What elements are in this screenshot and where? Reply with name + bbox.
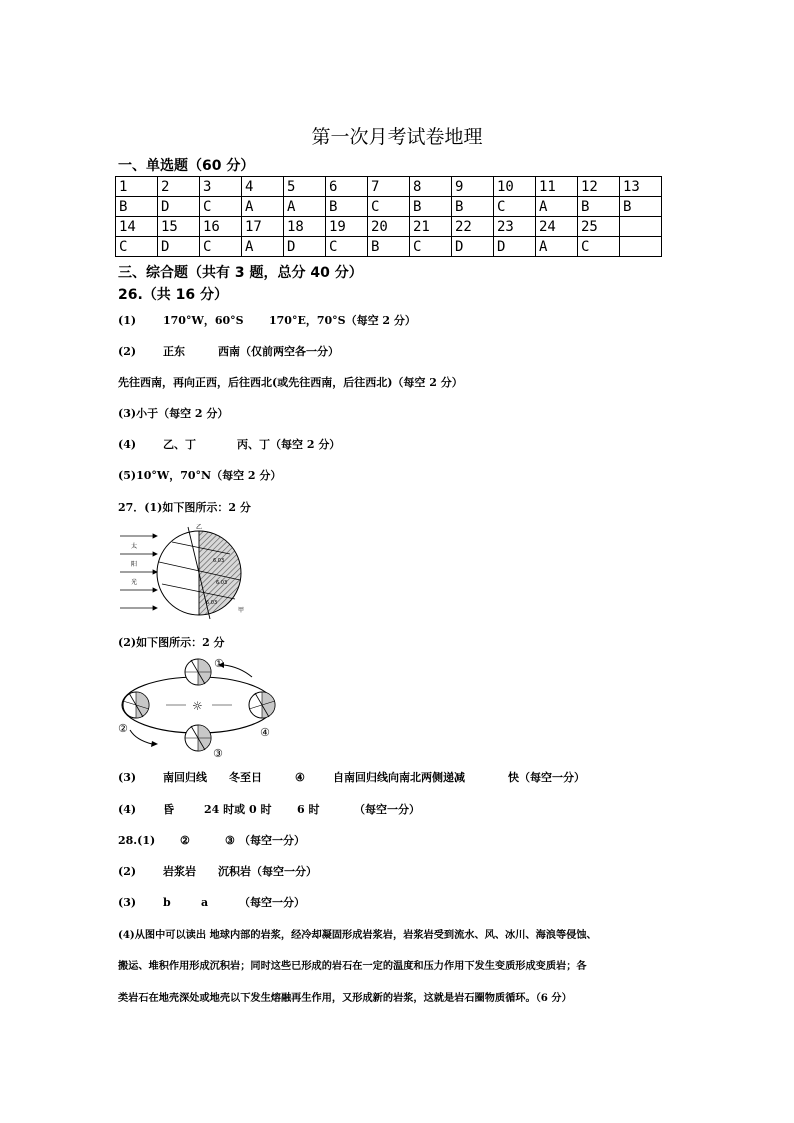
earth-orbit-figure [116,654,286,760]
answer-table-row [116,217,662,237]
q28-part3 [118,894,305,910]
answer-table-cell: C [326,237,368,257]
answer-table-cell: C [200,197,242,217]
q28-part2 [118,863,317,879]
answer-table-cell: C [116,237,158,257]
q27-part3-answer-d: 自南回归线向南北两侧递减 [333,771,465,784]
answer-table-cell: 13 [620,177,662,197]
q27-part4 [118,801,420,817]
position-label-4: ④ [260,726,270,739]
earth-position-1 [185,659,211,685]
q26-part1-answer-a: 170°W，60°S [163,314,244,327]
answer-table-row [116,237,662,257]
q26-part4-answer-b: 丙、丁（每空 2 分） [237,438,341,451]
answer-table-cell: A [284,197,326,217]
answer-table-cell: B [620,197,662,217]
q27-part3 [118,769,585,785]
answer-table-cell: C [200,237,242,257]
answer-table-cell: 2 [158,177,200,197]
page-title: 第一次月考试卷地理 [311,126,483,148]
answer-table-cell: 23 [494,217,536,237]
answer-table-cell: C [578,237,620,257]
answer-table-row [116,177,662,197]
q26-part4-number: (4) [118,438,137,451]
q28-part1-number: 28.(1) [118,834,156,847]
answer-table-cell: 4 [242,177,284,197]
q26-part2-answer-a: 正东 [163,345,185,358]
q26-part4-answer-a: 乙、丁 [163,438,196,451]
q28-part4-line3: 类岩石在地壳深处或地壳以下发生熔融再生作用，又形成新的岩浆，这就是岩石圈物质循环。（6 分） [118,992,572,1004]
answer-table-cell: B [578,197,620,217]
q28-part1-note: （每空一分） [239,834,305,847]
q27-part4-answer-b: 24 时或 0 时 [204,803,272,816]
answer-table-cell: 7 [368,177,410,197]
q26-part1 [118,312,416,328]
q28-part3-number: (3) [118,896,137,909]
earth-position-4 [249,692,275,718]
answer-table-cell: 11 [536,177,578,197]
answer-table-cell: 20 [368,217,410,237]
answer-table-cell: D [158,197,200,217]
q26-part3: (3)小于（每空 2 分） [118,407,229,420]
answer-table-cell: A [536,197,578,217]
position-label-1: ① [214,657,224,670]
earth-position-3 [185,725,211,751]
answer-table-cell: A [242,237,284,257]
answer-table-cell: 6 [326,177,368,197]
sunlight-label-1: 太 [131,543,138,550]
q27-part3-number: (3) [118,771,137,784]
answer-table-cell: 18 [284,217,326,237]
answer-table [115,176,662,257]
answer-table-cell: D [452,237,494,257]
q27-part3-answer-b: 冬至日 [229,771,262,784]
answer-table-cell: C [494,197,536,217]
q28-part1-answer-b: ③ [225,834,235,847]
answer-table-cell: 21 [410,217,452,237]
answer-table-cell: 5 [284,177,326,197]
q26-part2-answer-b: 西南（仅前两空各一分） [218,345,339,358]
q26-heading: 26.（共 16 分） [118,287,229,303]
answer-table-cell: D [284,237,326,257]
sunlight-earth-figure [116,522,256,624]
latitude-label-1: 6.03 [213,558,225,564]
sunlight-arrows [120,534,157,610]
q26-part2-number: (2) [118,345,137,358]
sunlight-label-3: 光 [131,579,138,586]
answer-table-cell: 10 [494,177,536,197]
q27-part1: 27．(1)如下图所示：2 分 [118,501,251,514]
q28-part3-answer-b: a [201,896,209,909]
answer-table-cell: C [410,237,452,257]
answer-table-cell: 16 [200,217,242,237]
label-yi: 乙 [196,524,203,531]
answer-table-cell: 1 [116,177,158,197]
latitude-label-2: 6.03 [216,580,228,586]
answer-table-cell: 22 [452,217,494,237]
q27-part4-number: (4) [118,803,137,816]
position-label-2: ② [118,722,128,735]
position-label-3: ③ [213,747,223,760]
q28-part2-answer-a: 岩浆岩 [163,865,196,878]
q28-part1-answer-a: ② [180,834,190,847]
answer-table-cell: B [452,197,494,217]
answer-table-cell: 17 [242,217,284,237]
q26-part1-answer-b: 170°E，70°S（每空 2 分） [269,314,416,327]
q28-part4-line2: 搬运、堆积作用形成沉积岩；同时这些已形成的岩石在一定的温度和压力作用下发生变质形成变质岩；各 [118,960,587,972]
q28-part2-number: (2) [118,865,137,878]
q27-part3-answer-c: ④ [295,771,305,784]
sun-icon: ☼ [192,699,203,713]
answer-table-cell: C [368,197,410,217]
q26-part1-number: (1) [118,314,137,327]
answer-table-cell: 15 [158,217,200,237]
sunlight-label-2: 阳 [131,561,138,568]
q27-part3-answer-e: 快（每空一分） [508,771,585,784]
q28-part2-answer-b: 沉积岩（每空一分） [218,865,317,878]
answer-table-cell: B [368,237,410,257]
answer-table-cell: D [494,237,536,257]
q28-part1 [118,832,305,848]
answer-table-cell: D [158,237,200,257]
q27-part2: (2)如下图所示：2 分 [118,636,225,649]
q28-part3-note: （每空一分） [239,896,305,909]
q27-part4-answer-a: 昏 [163,803,174,816]
answer-table-cell: B [116,197,158,217]
answer-table-cell: 24 [536,217,578,237]
answer-table-cell: A [536,237,578,257]
answer-table-cell: B [326,197,368,217]
q28-part3-answer-a: b [163,896,171,909]
q26-part2-line2: 先往西南，再向正西，后往西北(或先往西南，后往西北)（每空 2 分） [118,376,463,389]
answer-table-row [116,197,662,217]
earth-position-2 [123,692,149,718]
answer-table-cell [620,237,662,257]
answer-table-cell: 9 [452,177,494,197]
q28-part4-line1: (4)从图中可以读出 地球内部的岩浆，经冷却凝固形成岩浆岩，岩浆岩受到流水、风、冰川、海浪等侵蚀、 [118,929,597,941]
answer-table-cell: 25 [578,217,620,237]
section-single-choice-heading: 一、单选题（60 分） [118,158,255,174]
q26-part4 [118,436,340,452]
q26-part5: (5)10°W，70°N（每空 2 分） [118,469,282,482]
answer-table-cell: 8 [410,177,452,197]
answer-table-cell: A [242,197,284,217]
q26-part2 [118,343,339,359]
answer-table-cell: B [410,197,452,217]
answer-table-cell [620,217,662,237]
answer-table-cell: 12 [578,177,620,197]
answer-table-cell: 19 [326,217,368,237]
q27-part4-note: （每空一分） [354,803,420,816]
answer-table-cell: 14 [116,217,158,237]
label-jia: 甲 [238,607,245,614]
latitude-label-3: 6.03 [206,600,218,606]
q27-part3-answer-a: 南回归线 [163,771,207,784]
q27-part4-answer-c: 6 时 [297,803,320,816]
section-comprehensive-heading: 三、综合题（共有 3 题，总分 40 分） [118,265,363,281]
answer-table-cell: 3 [200,177,242,197]
